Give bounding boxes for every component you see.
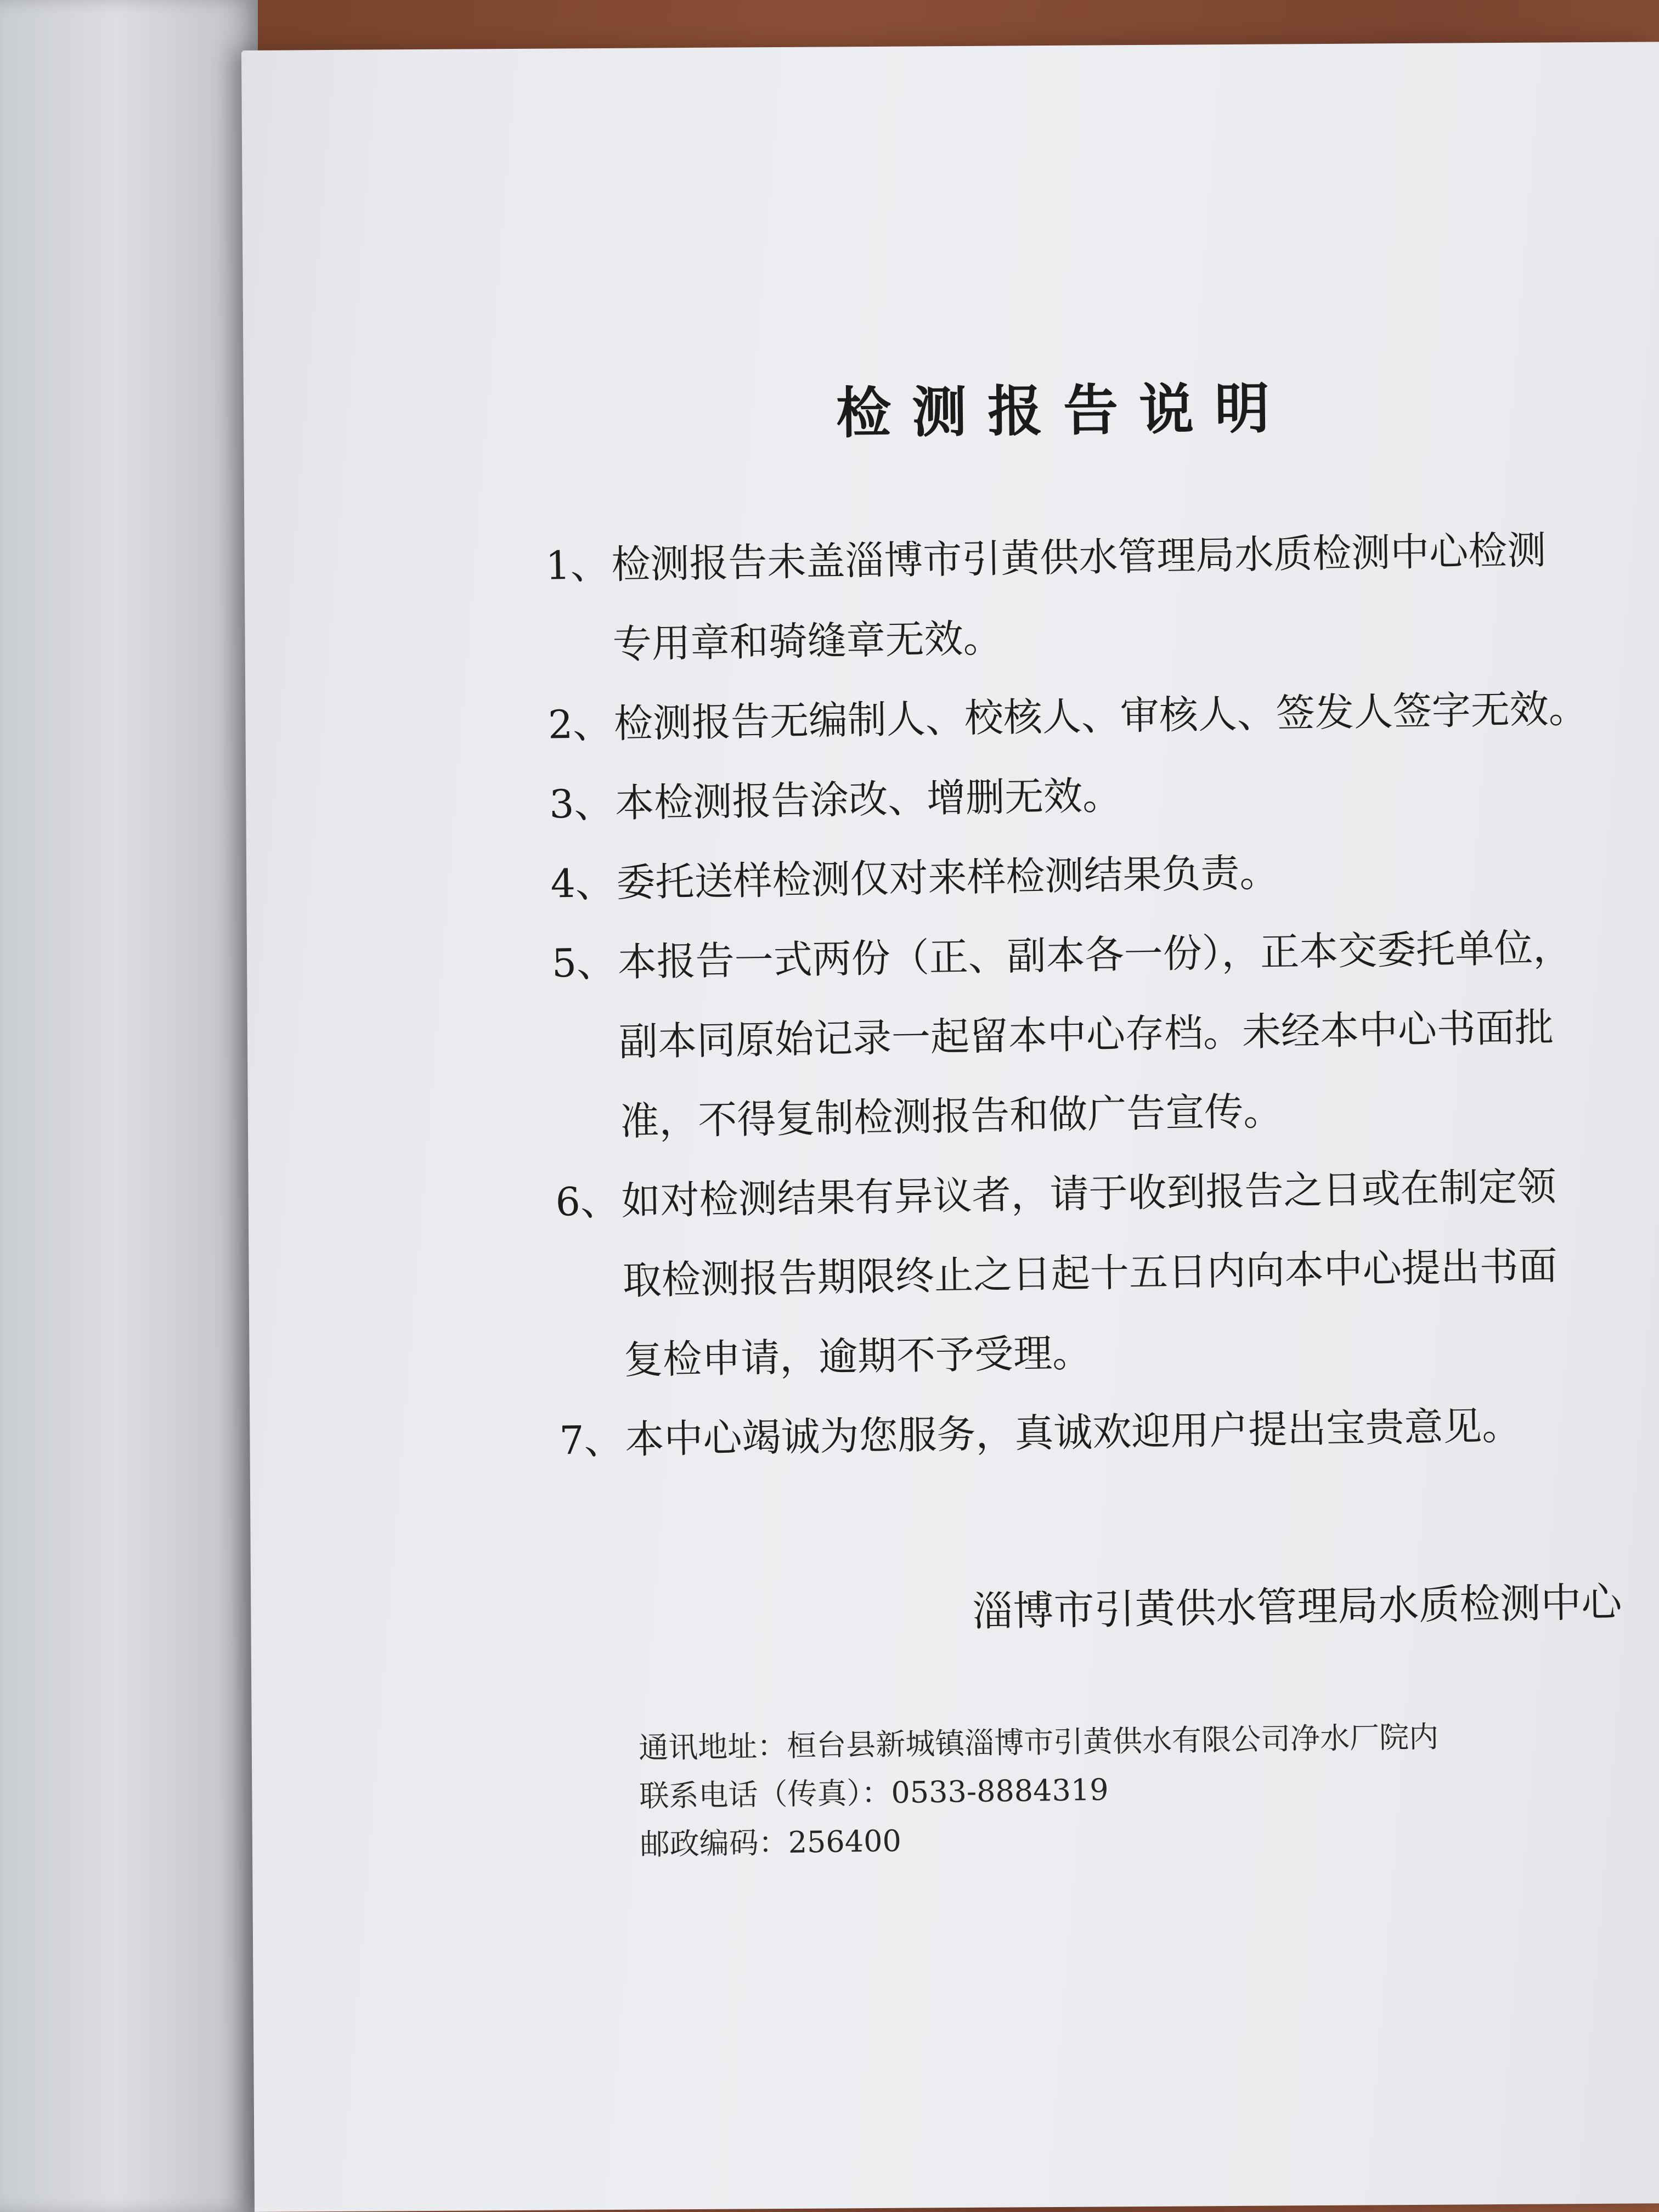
item-line: 本中心竭诚为您服务，真诚欢迎用户提出宝贵意见。: [624, 1402, 1521, 1463]
item-line: 检测报告未盖淄博市引黄供水管理局水质检测中心检测: [611, 527, 1547, 588]
item-line: 委托送样检测仅对来样检测结果负责。: [616, 849, 1279, 906]
item-line: 本报告一式两份（正、副本各一份），正本交委托单位，: [617, 924, 1572, 985]
issuer-signature: 淄博市引黄供水管理局水质检测中心: [972, 1578, 1622, 1636]
left-page: [0, 0, 258, 2212]
item-number: 1、: [545, 541, 610, 589]
document-title: 检测报告说明: [836, 375, 1291, 446]
contact-phone: 联系电话（传真）：0533-8884319: [639, 1772, 1109, 1814]
item-line: 副本同原始记录一起留本中心存档。未经本中心书面批: [618, 1004, 1554, 1065]
item-number: 6、: [555, 1178, 620, 1225]
item-number: 5、: [551, 939, 616, 986]
item-line: 检测报告无编制人、校核人、审核人、签发人签字无效。: [613, 685, 1588, 747]
item-text: [617, 906, 1659, 1161]
item-number: 7、: [558, 1417, 624, 1464]
item-text: [616, 826, 1659, 923]
document-page: [241, 42, 1659, 2212]
item-number: 4、: [550, 860, 615, 907]
contact-postcode: 邮政编码：256400: [640, 1823, 902, 1862]
contact-info: [639, 1713, 1441, 1869]
document-item-list: [545, 508, 1659, 1480]
contact-address: 通讯地址：桓台县新城镇淄博市引黄供水有限公司净水厂院内: [638, 1719, 1439, 1765]
item-number: 2、: [548, 701, 612, 748]
item-text: [621, 1144, 1659, 1400]
item-line: 准，不得复制检测报告和做广告宣传。: [619, 1088, 1283, 1144]
item-line: 复检申请，逾期不予受理。: [623, 1330, 1092, 1383]
item-text: [624, 1383, 1659, 1480]
item-line: 本检测报告涂改、增删无效。: [614, 772, 1122, 826]
item-line: 专用章和骑缝章无效。: [612, 615, 1003, 667]
list-item: [555, 1144, 1659, 1401]
list-item: [545, 508, 1659, 685]
item-line: 如对检测结果有异议者，请于收到报告之日或在制定领: [620, 1163, 1557, 1224]
item-number: 3、: [549, 780, 614, 827]
item-line: 取检测报告期限终止之日起十五日内向本中心提出书面: [622, 1243, 1558, 1304]
list-item: [551, 906, 1659, 1163]
item-text: [611, 508, 1659, 684]
